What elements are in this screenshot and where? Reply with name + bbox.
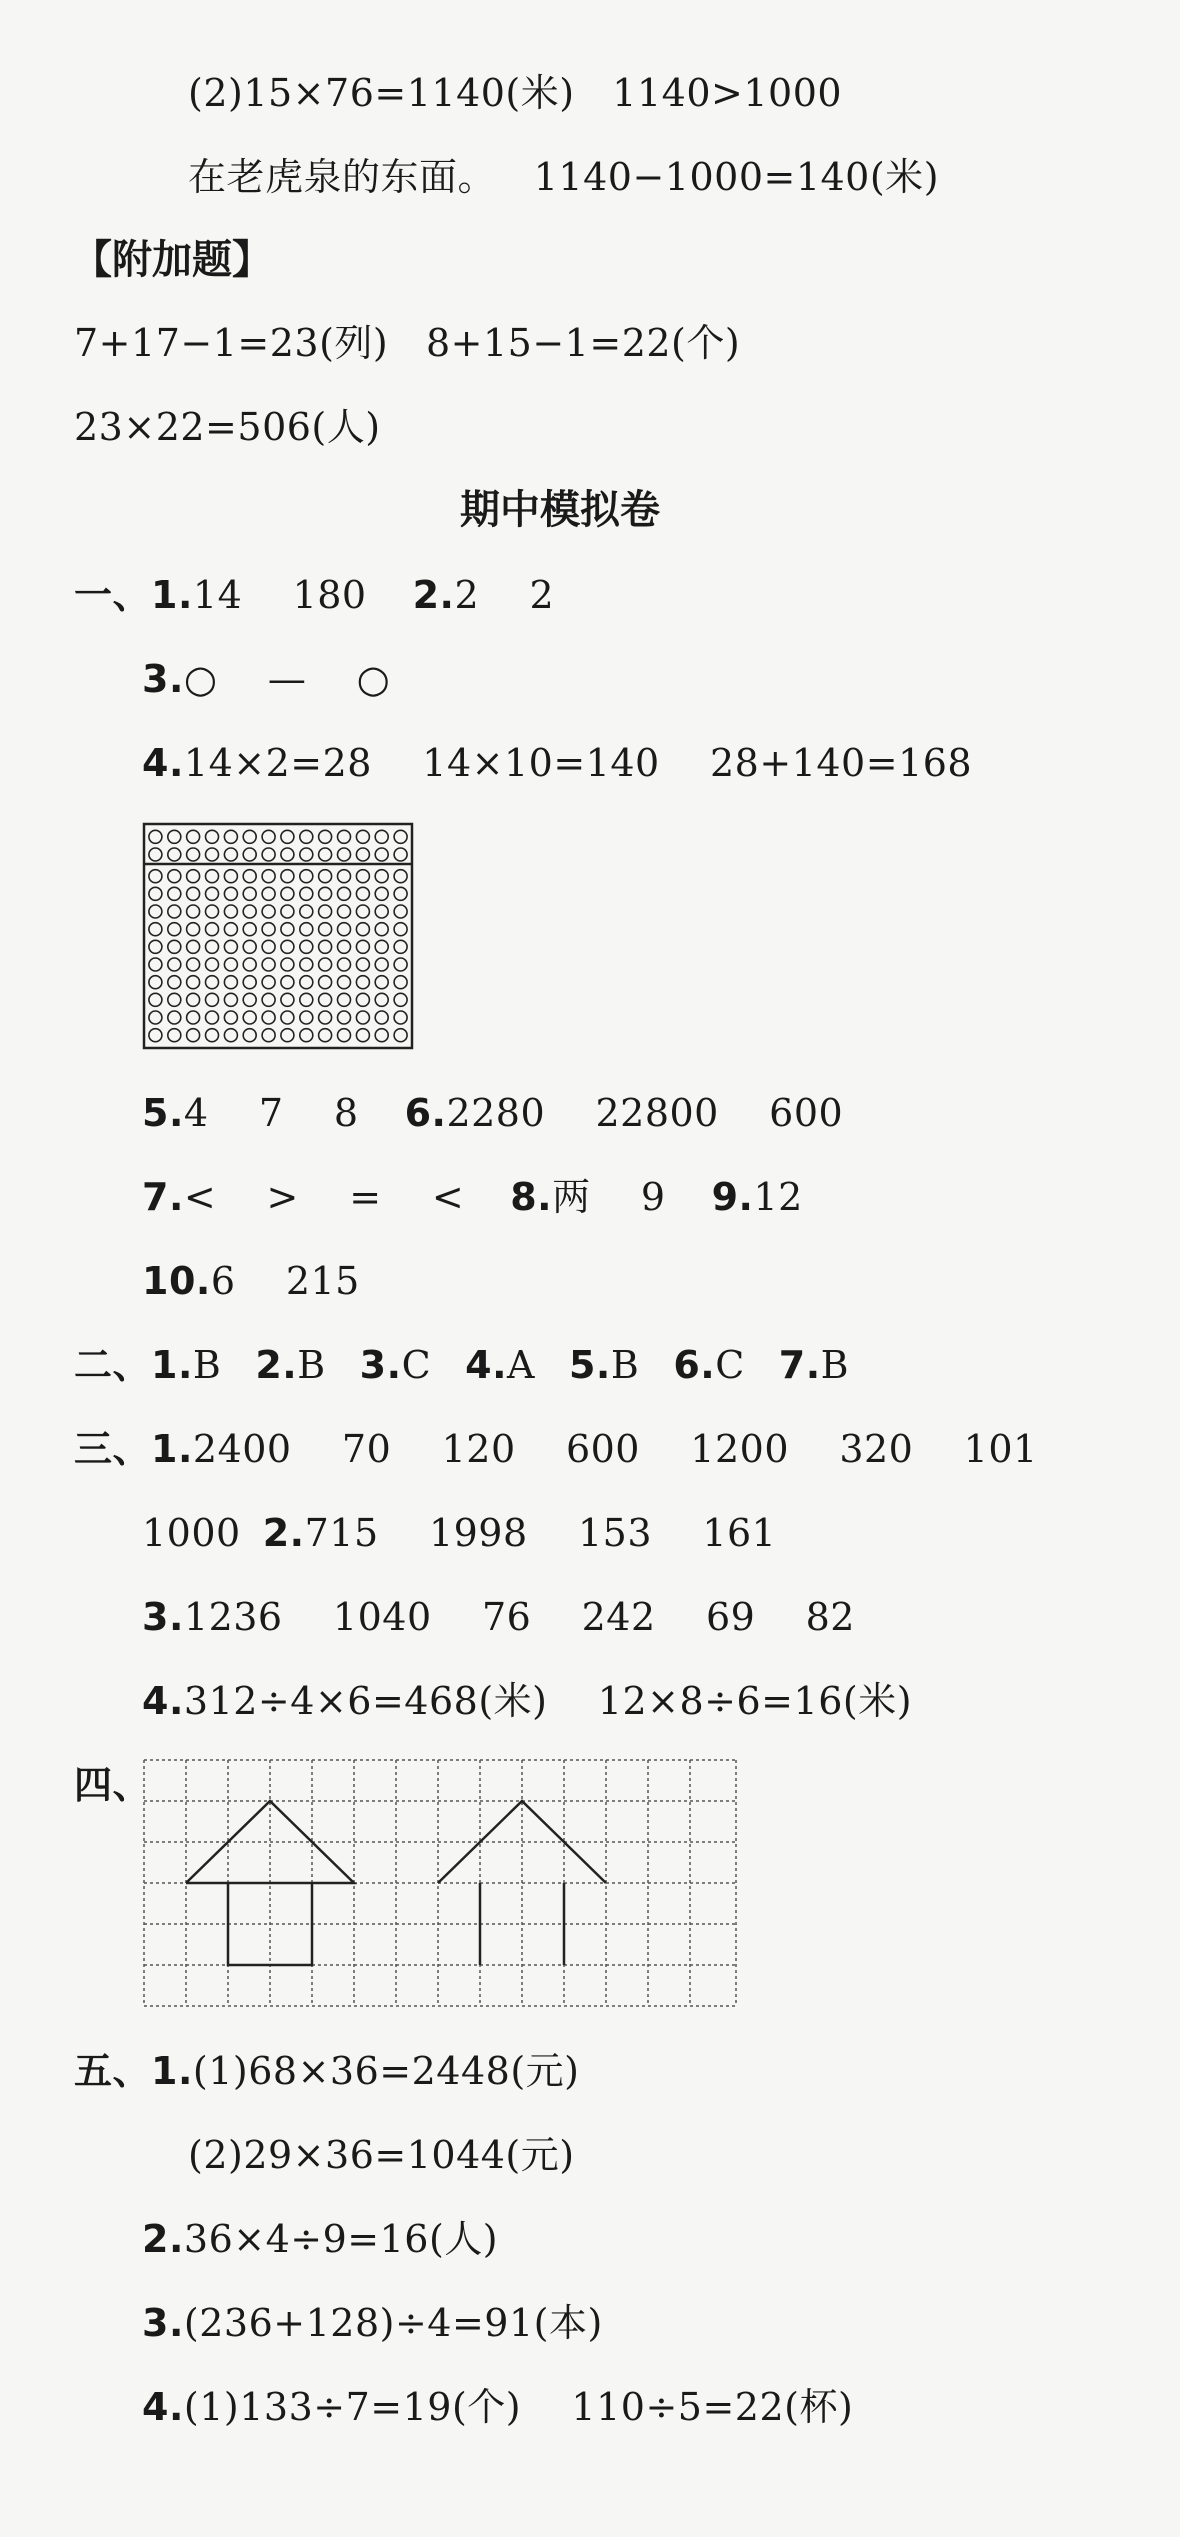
part3-row-3 [142, 1592, 855, 1642]
dot [375, 993, 388, 1006]
part5-label: 五、 [74, 2049, 152, 2093]
dot [187, 1029, 200, 1042]
dot [206, 905, 219, 918]
dot [394, 1011, 407, 1024]
dot [319, 976, 332, 989]
q-number: 1. [151, 2049, 193, 2093]
part1-row-1 [74, 570, 554, 620]
dot [394, 958, 407, 971]
q-number: 3. [142, 657, 184, 701]
dot [338, 958, 351, 971]
dot [319, 830, 332, 843]
part4-row [74, 1760, 151, 1810]
dot [206, 1011, 219, 1024]
q-number: 1. [151, 1427, 193, 1471]
dot [338, 848, 351, 861]
dot [187, 1011, 200, 1024]
dot [243, 993, 256, 1006]
part1-row-10 [142, 1256, 360, 1306]
dot [206, 830, 219, 843]
dot [206, 887, 219, 900]
dot [149, 958, 162, 971]
answer: 12 [753, 1175, 803, 1219]
dot [319, 923, 332, 936]
dot [262, 976, 275, 989]
dot [168, 848, 181, 861]
answer: 6 215 [210, 1259, 360, 1303]
dot [300, 993, 313, 1006]
dot [262, 905, 275, 918]
dot [243, 905, 256, 918]
dot [206, 993, 219, 1006]
dot [356, 993, 369, 1006]
dot [281, 976, 294, 989]
dot [149, 830, 162, 843]
dot [300, 830, 313, 843]
part1-row-3 [142, 654, 390, 704]
q-number: 4. [142, 2385, 184, 2429]
dot [262, 870, 275, 883]
dot [168, 1029, 181, 1042]
dot [394, 848, 407, 861]
dot [319, 870, 332, 883]
dot [281, 1029, 294, 1042]
dot [206, 848, 219, 861]
dot [224, 1011, 237, 1024]
q-number: 1. [151, 573, 193, 617]
answer: A [507, 1343, 535, 1387]
dot [243, 1029, 256, 1042]
dot [206, 870, 219, 883]
answer: 14 180 [192, 573, 367, 617]
dot [281, 905, 294, 918]
answer: B [610, 1343, 640, 1387]
answer: 两 9 [552, 1175, 666, 1219]
dot [187, 870, 200, 883]
dot [281, 940, 294, 953]
part3-row-1 [74, 1424, 1038, 1474]
dot [375, 830, 388, 843]
dot [187, 993, 200, 1006]
part3-row-4 [142, 1676, 912, 1726]
q-number: 5. [568, 1343, 611, 1387]
answer: < > = < [183, 1175, 465, 1219]
dot [300, 976, 313, 989]
bonus-line-1: 7+17−1=23(列) 8+15−1=22(个) [74, 321, 741, 365]
dot [262, 1029, 275, 1042]
dot [187, 958, 200, 971]
dot [300, 1011, 313, 1024]
dot [262, 940, 275, 953]
dot [224, 830, 237, 843]
dot [338, 923, 351, 936]
dot [375, 940, 388, 953]
dot [394, 870, 407, 883]
dot [300, 958, 313, 971]
dot [281, 1011, 294, 1024]
dot [300, 870, 313, 883]
dot [168, 887, 181, 900]
top-line-2: 在老虎泉的东面。 1140−1000=140(米) [188, 155, 940, 199]
q-number: 6. [404, 1091, 447, 1135]
dot [224, 958, 237, 971]
dot [300, 848, 313, 861]
dot [168, 958, 181, 971]
part3-label: 三、 [74, 1427, 152, 1471]
answer: 312÷4×6=468(米) 12×8÷6=16(米) [183, 1679, 913, 1723]
dot [206, 940, 219, 953]
dot [168, 976, 181, 989]
part1-row-4 [142, 738, 972, 788]
dot [168, 940, 181, 953]
q-number: 1. [151, 1343, 193, 1387]
dot [394, 830, 407, 843]
dot [338, 905, 351, 918]
dot [262, 1011, 275, 1024]
dot [224, 1029, 237, 1042]
dot [356, 848, 369, 861]
dot [149, 1029, 162, 1042]
dot [262, 887, 275, 900]
dot [375, 1011, 388, 1024]
q-number: 3. [142, 1595, 184, 1639]
dot [356, 940, 369, 953]
q-number: 9. [711, 1175, 754, 1219]
dot [375, 923, 388, 936]
dot [149, 870, 162, 883]
dot [149, 905, 162, 918]
dot [394, 905, 407, 918]
q-number: 4. [142, 741, 184, 785]
q-number: 3. [359, 1343, 402, 1387]
dot [394, 923, 407, 936]
dot [224, 976, 237, 989]
answer: (1)68×36=2448(元) [192, 2049, 580, 2093]
answer: (1)133÷7=19(个) 110÷5=22(杯) [183, 2385, 854, 2429]
dot [262, 848, 275, 861]
dot [149, 923, 162, 936]
dot [281, 993, 294, 1006]
answer: 1000 [142, 1511, 241, 1555]
dot [149, 887, 162, 900]
dot [338, 1011, 351, 1024]
dot [319, 993, 332, 1006]
dot [338, 830, 351, 843]
dot [168, 870, 181, 883]
dot [375, 958, 388, 971]
dot [394, 940, 407, 953]
dot [356, 870, 369, 883]
part5-row-2 [142, 2214, 498, 2264]
answer: C [715, 1343, 745, 1387]
dot [187, 923, 200, 936]
dot [319, 940, 332, 953]
answer: 36×4÷9=16(人) [183, 2217, 499, 2261]
dot [300, 1029, 313, 1042]
part1-label: 一、 [74, 573, 152, 617]
dot [187, 976, 200, 989]
dot [356, 1029, 369, 1042]
dot [243, 923, 256, 936]
dot-array-figure [142, 822, 414, 1050]
part3-row-2 [142, 1508, 776, 1558]
answer: 4 7 8 [183, 1091, 359, 1135]
part5-row-1b: (2)29×36=1044(元) [188, 2133, 575, 2177]
dot [168, 1011, 181, 1024]
bonus-line-2: 23×22=506(人) [74, 405, 381, 449]
dot [206, 976, 219, 989]
dot [319, 958, 332, 971]
dot [375, 870, 388, 883]
dot [149, 848, 162, 861]
dot [206, 1029, 219, 1042]
dot [187, 905, 200, 918]
dot [281, 923, 294, 936]
exam-title: 期中模拟卷 [460, 487, 660, 533]
dot [338, 870, 351, 883]
dot [300, 905, 313, 918]
dot [281, 830, 294, 843]
dot [300, 887, 313, 900]
dot [375, 976, 388, 989]
answer: 14×2=28 14×10=140 28+140=168 [183, 741, 973, 785]
dot [394, 887, 407, 900]
q-number: 6. [673, 1343, 716, 1387]
q-number: 2. [262, 1511, 305, 1555]
dot [187, 830, 200, 843]
dot [338, 1029, 351, 1042]
dot [319, 1011, 332, 1024]
dot [375, 1029, 388, 1042]
dot [281, 958, 294, 971]
part5-row-3 [142, 2298, 603, 2348]
dot [356, 958, 369, 971]
dot [338, 993, 351, 1006]
part2-label: 二、 [74, 1343, 152, 1387]
q-number: 2. [142, 2217, 184, 2261]
dot [168, 905, 181, 918]
dot [262, 923, 275, 936]
q-number: 7. [142, 1175, 184, 1219]
part1-row-7 [142, 1172, 803, 1222]
dot [356, 1011, 369, 1024]
dot [224, 923, 237, 936]
dot [356, 923, 369, 936]
dot [356, 887, 369, 900]
dot [243, 830, 256, 843]
dot [300, 940, 313, 953]
dot [243, 870, 256, 883]
answer: 2 2 [454, 573, 555, 617]
q-number: 2. [255, 1343, 298, 1387]
dot [375, 848, 388, 861]
answer: B [297, 1343, 326, 1387]
dot [281, 848, 294, 861]
dot [243, 848, 256, 861]
dot [224, 993, 237, 1006]
bonus-heading: 【附加题】 [72, 237, 272, 283]
q-number: 10. [142, 1259, 211, 1303]
dot [356, 905, 369, 918]
dot [394, 993, 407, 1006]
answer: 2280 22800 600 [446, 1091, 844, 1135]
dot [319, 887, 332, 900]
dot [243, 958, 256, 971]
dot [338, 940, 351, 953]
q-number: 3. [142, 2301, 184, 2345]
dot [168, 923, 181, 936]
answer: C [401, 1343, 432, 1387]
dot [149, 976, 162, 989]
part1-row-5 [142, 1088, 843, 1138]
q-number: 7. [778, 1343, 821, 1387]
dot [206, 958, 219, 971]
dot [149, 940, 162, 953]
answer: (236+128)÷4=91(本) [183, 2301, 603, 2345]
dot [338, 976, 351, 989]
dot [262, 830, 275, 843]
dot [168, 830, 181, 843]
grid-figure [142, 1758, 738, 2018]
dot [243, 887, 256, 900]
dot [224, 848, 237, 861]
dot [224, 940, 237, 953]
dot [319, 1029, 332, 1042]
dot [149, 993, 162, 1006]
answer: 715 1998 153 161 [304, 1511, 777, 1555]
part5-row-1 [74, 2046, 579, 2096]
dot [262, 958, 275, 971]
dot [187, 848, 200, 861]
dot [300, 923, 313, 936]
dot [356, 830, 369, 843]
dot [319, 905, 332, 918]
dot [394, 1029, 407, 1042]
dot [262, 993, 275, 1006]
part5-row-4 [142, 2382, 853, 2432]
q-number: 2. [412, 573, 455, 617]
q-number: 5. [142, 1091, 184, 1135]
dot [281, 887, 294, 900]
dot [187, 940, 200, 953]
answer: ○ — ○ [183, 657, 391, 701]
dot [281, 870, 294, 883]
part4-label: 四、 [74, 1763, 152, 1807]
dot [243, 976, 256, 989]
dot [394, 976, 407, 989]
dot [224, 905, 237, 918]
answer: B [192, 1343, 222, 1387]
answer: 2400 70 120 600 1200 320 101 [192, 1427, 1038, 1471]
q-number: 4. [142, 1679, 184, 1723]
answer: 1236 1040 76 242 69 82 [183, 1595, 855, 1639]
answer: B [820, 1343, 850, 1387]
dot [206, 923, 219, 936]
dot [187, 887, 200, 900]
dot [375, 887, 388, 900]
q-number: 8. [510, 1175, 553, 1219]
dot [356, 976, 369, 989]
dot [338, 887, 351, 900]
dot [224, 870, 237, 883]
q-number: 4. [465, 1343, 508, 1387]
part2-row [74, 1340, 849, 1390]
top-line-1: (2)15×76=1140(米) 1140>1000 [188, 71, 843, 115]
dot [375, 905, 388, 918]
dot [319, 848, 332, 861]
dot [224, 887, 237, 900]
dot [243, 940, 256, 953]
dot [168, 993, 181, 1006]
dot [149, 1011, 162, 1024]
dot [243, 1011, 256, 1024]
